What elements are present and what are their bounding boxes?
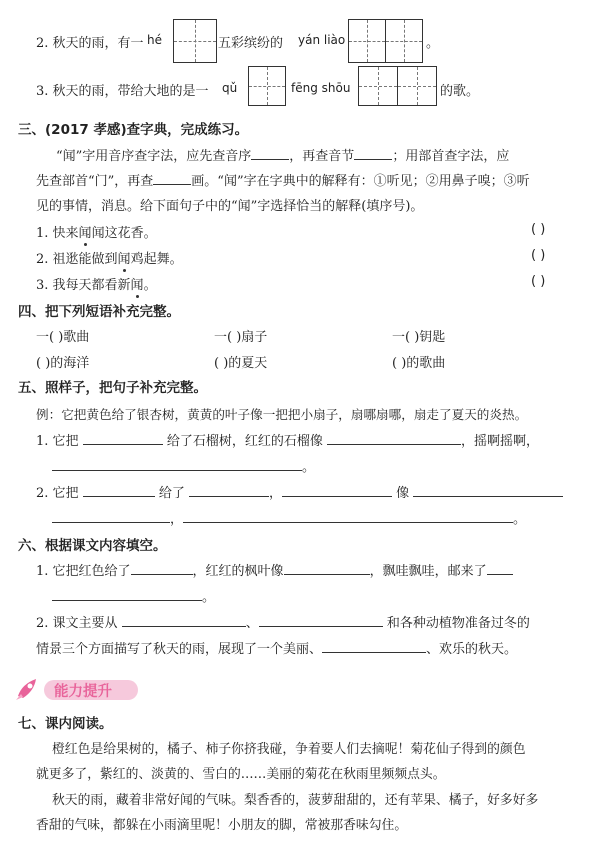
q3-pinyin-2: fēng shōu	[291, 81, 351, 95]
answer-blank[interactable]	[251, 147, 289, 160]
phrase-item[interactable]: ( )的歌曲	[392, 356, 446, 371]
s6-line-2: 2. 课文主要从 、 和各种动植物准备过冬的	[36, 616, 530, 631]
answer-blank[interactable]	[183, 510, 513, 523]
answer-paren[interactable]: ( )	[531, 222, 546, 237]
phrase-item[interactable]: 一( )钥匙	[392, 330, 446, 345]
section-5-title: 五、照样子，把句子补充完整。	[18, 380, 207, 396]
q2-pinyin-2: yán liào	[298, 33, 346, 47]
tianzige-box[interactable]	[173, 19, 217, 63]
q2-middle: 五彩缤纷的	[218, 36, 284, 51]
tianzige-box[interactable]	[248, 66, 286, 106]
q3-pinyin-1: qǔ	[222, 81, 238, 95]
answer-blank[interactable]	[282, 484, 392, 497]
rocket-icon	[14, 676, 48, 702]
ability-banner	[14, 676, 140, 702]
section-4-title: 四、把下列短语补充完整。	[18, 304, 180, 320]
phrase-item[interactable]: ( )的海洋	[36, 356, 90, 371]
s5-example: 例：它把黄色给了银杏树，黄黄的叶子像一把把小扇子，扇哪扇哪，扇走了夏天的炎热。	[36, 407, 528, 422]
tianzige-box[interactable]	[385, 19, 423, 63]
q3-prefix: 3. 秋天的雨，带给大地的是一	[36, 84, 209, 99]
answer-blank[interactable]	[354, 147, 392, 160]
q3-suffix: 的歌。	[440, 84, 480, 99]
answer-blank[interactable]	[52, 458, 302, 471]
s3-paragraph-line-3: 见的事情，消息。给下面句子中的“闻”字选择恰当的解释(填序号)。	[36, 199, 424, 214]
s6-line-1: 1. 它把红色给了 ，红红的枫叶像 ，飘哇飘哇，邮来了	[36, 560, 513, 579]
phrase-item[interactable]: ( )的夏天	[214, 356, 268, 371]
answer-blank[interactable]	[52, 588, 202, 601]
s5-line-2-cont: ， 。	[52, 508, 526, 527]
section-3-title: 三、(2017 孝感)查字典，完成练习。	[18, 122, 249, 138]
s5-line-2: 2. 它把 给了 ， 像	[36, 482, 563, 501]
answer-blank[interactable]	[487, 562, 513, 575]
answer-blank[interactable]	[83, 484, 155, 497]
s5-line-1-cont: 。	[52, 456, 315, 475]
s6-line-1-cont: 。	[52, 586, 215, 605]
reading-line: 橙红色是给果树的，橘子、柿子你挤我碰，争着要人们去摘呢！菊花仙子得到的颜色	[52, 742, 526, 757]
answer-blank[interactable]	[153, 172, 191, 185]
answer-blank[interactable]	[83, 432, 163, 445]
answer-blank[interactable]	[259, 614, 383, 627]
tianzige-box[interactable]	[358, 66, 398, 106]
section-6-title: 六、根据课文内容填空。	[18, 538, 167, 554]
reading-line: 就更多了，紫红的、淡黄的、雪白的……美丽的菊花在秋雨里频频点头。	[36, 767, 446, 782]
s3-paragraph-line-1: “闻”字用音序查字法，应先查音序 ，再查音节 ；用部首查字法，应	[56, 149, 510, 164]
answer-blank[interactable]	[122, 614, 246, 627]
section-7-title: 七、课内阅读。	[18, 716, 113, 732]
answer-blank[interactable]	[327, 432, 461, 445]
reading-line: 香甜的气味，都躲在小雨滴里呢！小朋友的脚，常被那香味勾住。	[36, 818, 408, 833]
tianzige-box[interactable]	[348, 19, 386, 63]
answer-paren[interactable]: ( )	[531, 248, 546, 263]
s3-item-3: 3. 我每天都看新闻。	[36, 278, 157, 293]
ability-label: 能力提升	[54, 684, 112, 700]
reading-line: 秋天的雨，藏着非常好闻的气味。梨香香的，菠萝甜甜的，还有苹果、橘子，好多好多	[52, 793, 539, 808]
answer-paren[interactable]: ( )	[531, 274, 546, 289]
q2-pinyin-1: hé	[147, 33, 162, 47]
answer-blank[interactable]	[189, 484, 269, 497]
phrase-item[interactable]: 一( )扇子	[214, 330, 268, 345]
s3-item-2: 2. 祖逖能做到闻鸡起舞。	[36, 252, 183, 267]
answer-blank[interactable]	[413, 484, 563, 497]
phrase-item[interactable]: 一( )歌曲	[36, 330, 90, 345]
answer-blank[interactable]	[131, 562, 193, 575]
s3-item-1: 1. 快来闻闻这花香。	[36, 226, 157, 241]
answer-blank[interactable]	[322, 640, 426, 653]
q2-prefix: 2. 秋天的雨，有一	[36, 36, 144, 51]
s5-line-1: 1. 它把 给了石榴树，红红的石榴像 ，摇啊摇啊，	[36, 434, 539, 449]
answer-blank[interactable]	[52, 510, 170, 523]
answer-blank[interactable]	[284, 562, 370, 575]
s3-paragraph-line-2: 先查部首“门”，再查 画。“闻”字在字典中的解释有：①听见；②用鼻子嗅；③听	[36, 174, 530, 189]
q2-suffix: 。	[426, 36, 440, 51]
s6-line-3: 情景三个方面描写了秋天的雨，展现了一个美丽、 、欢乐的秋天。	[36, 642, 518, 657]
tianzige-box[interactable]	[397, 66, 437, 106]
